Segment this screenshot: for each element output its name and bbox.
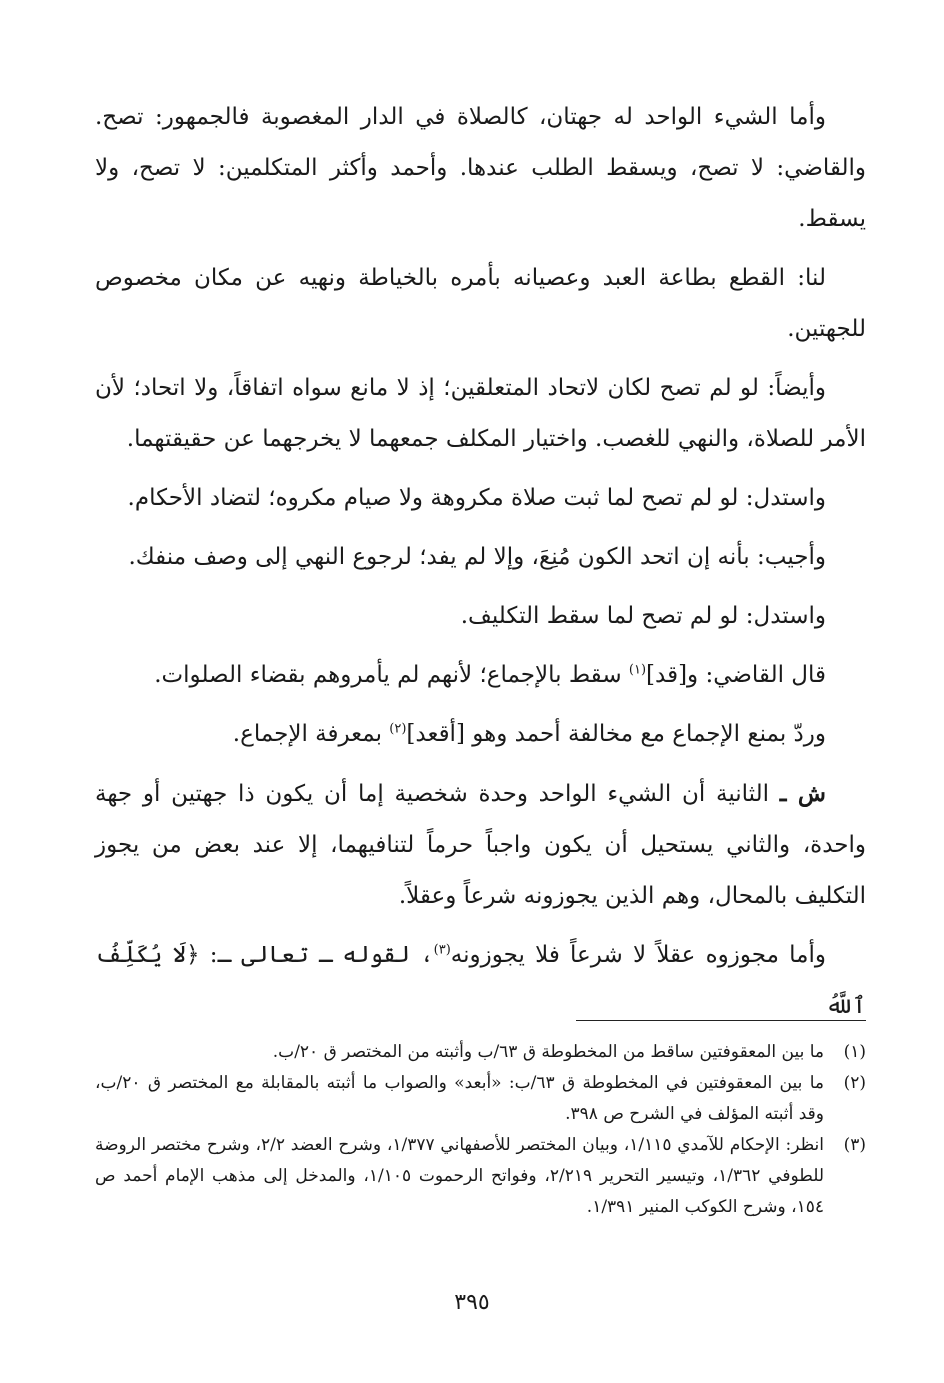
paragraph-text: واستدل: لو لم تصح لما ثبت صلاة مكروهة ولا صيام مكروه؛ لتضاد الأحكام. — [127, 485, 826, 511]
footnote-separator — [576, 1020, 866, 1021]
footnotes — [95, 1037, 866, 1223]
paragraph — [95, 650, 866, 701]
footnote-ref-2: (٢) — [389, 721, 407, 737]
footnote — [95, 1068, 866, 1130]
paragraph-text: وأما الشيء الواحد له جهتان، كالصلاة في الدار المغصوبة فالجمهور: تصح. والقاضي: لا تصح، ويسقط الطلب عندها. وأحمد وأكثر المتكلمين: لا تصح، ولا يسقط. — [95, 104, 866, 232]
paragraph — [95, 363, 866, 465]
paragraph — [95, 253, 866, 355]
footnote-number: (١) — [843, 1042, 866, 1062]
main-text-block — [95, 92, 866, 1040]
footnote-number: (٣) — [843, 1135, 866, 1155]
paragraph — [95, 532, 866, 583]
paragraph — [95, 591, 866, 642]
footnote — [95, 1130, 866, 1223]
footnote-text: ما بين المعقوفتين في المخطوطة ق ٦٣/ب: «أبعد» والصواب ما أثبته بالمقابلة مع المختصر ق ٢٠/ب، وقد أثبته المؤلف في الشرح ص ٣٩٨. — [95, 1073, 824, 1124]
footnote-ref-3: (٣) — [433, 942, 451, 958]
paragraph-text-before-note: وأما مجوزوه عقلاً لا شرعاً فلا يجوزونه — [450, 942, 826, 968]
paragraph-text: وأجيب: بأنه إن اتحد الكون مُنِعَ، وإلا لم يفد؛ لرجوع النهي إلى وصف منفك. — [128, 544, 826, 570]
paragraph-text-before-note: وردّ بمنع الإجماع مع مخالفة أحمد وهو [أقعد] — [406, 721, 826, 747]
paragraph-text: الثانية أن الشيء الواحد وحدة شخصية إما أن يكون ذا جهتين أو جهة واحدة، والثاني يستحيل أن يكون واجباً حرماً لتنافيهما، إلا عند بعض من يجوز التكليف بالمحال، وهم الذين يجوزونه شرعاً وعقلاً. — [95, 781, 866, 909]
paragraph — [95, 709, 866, 760]
paragraph-text: واستدل: لو لم تصح لما سقط التكليف. — [460, 603, 826, 629]
footnote-text: انظر: الإحكام للآمدي ١/١١٥، وبيان المختصر للأصفهاني ١/٣٧٧، وشرح العضد ٢/٢، وشرح مختصر الروضة للطوفي ١/٣٦٢، وتيسير التحرير ٢/٢١٩، وفواتح الرحموت ١/١٠٥، والمدخل إلى مذهب الإمام أحمد ص ١٥٤، وشرح الكوكب المنير ١/٣٩١. — [95, 1135, 824, 1217]
paragraph — [95, 92, 866, 245]
paragraph — [95, 473, 866, 524]
paragraph-text-after-note: بمعرفة الإجماع. — [232, 721, 390, 747]
paragraph-text-before-note: قال القاضي: و[قد] — [646, 662, 826, 688]
paragraph-text-after-note: ، لقوله ـ تعالى ـ: ﴿لَا يُكَلِّفُ ٱللَّهُ — [95, 942, 866, 1019]
paragraph-text-after-note: سقط بالإجماع؛ لأنهم لم يأمروهم بقضاء الصلوات. — [154, 662, 629, 688]
footnote-text: ما بين المعقوفتين ساقط من المخطوطة ق ٦٣/ب وأثبته من المختصر ق ٢٠/ب. — [272, 1042, 824, 1062]
page-number: ٣٩٥ — [454, 1290, 490, 1315]
footnote-number: (٢) — [843, 1073, 866, 1093]
paragraph-text: وأيضاً: لو لم تصح لكان لاتحاد المتعلقين؛ إذ لا مانع سواه اتفاقاً، ولا اتحاد؛ لأن الأمر للصلاة، والنهي للغصب. واختيار المكلف جمعهما لا يخرجهما عن حقيقتهما. — [95, 375, 866, 452]
footnote-ref-1: (١) — [628, 662, 647, 678]
commentary-marker: ش ـ — [779, 780, 826, 807]
paragraph — [95, 930, 866, 1032]
paragraph-text: لنا: القطع بطاعة العبد وعصيانه بأمره بالخياطة ونهيه عن مكان مخصوص للجهتين. — [95, 265, 866, 342]
footnote — [95, 1037, 866, 1068]
paragraph — [95, 768, 866, 922]
